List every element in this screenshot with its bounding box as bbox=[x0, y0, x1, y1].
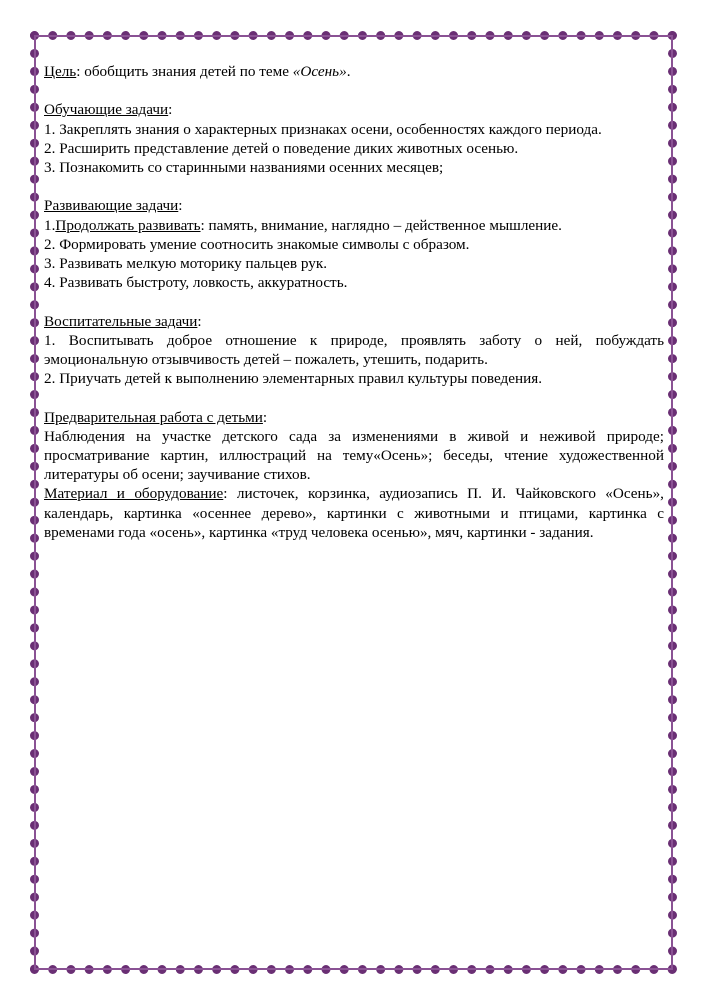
materials-heading-colon: : bbox=[223, 485, 228, 503]
developing-heading bbox=[44, 196, 664, 215]
preliminary-heading bbox=[44, 408, 664, 427]
developing-item: 2. Формировать умение соотносить знакомые символы с образом. bbox=[44, 235, 470, 253]
developing-item: 3. Развивать мелкую моторику пальцев рук. bbox=[44, 255, 327, 272]
developing-heading-text: Развивающие задачи bbox=[44, 197, 179, 215]
goal-label: Цель bbox=[44, 63, 77, 80]
materials-text: листочек, корзинка, аудиозапись П. И. Чайковского «Осень», календарь, картинка «осеннее дерево», картинки с животными и птицами, картинка с временами года «осень», картинка «труд человека осенью», мяч, картинки - задания. bbox=[44, 485, 664, 541]
upbringing-item: 1. Воспитывать доброе отношение к природе, проявлять заботу о ней, побуждать эмоциональную отзывчивость детей – пожалеть, утешить, подарить. bbox=[44, 331, 664, 368]
preliminary-text: Наблюдения на участке детского сада за изменениями в живой и неживой природе; просматривание картин, иллюстраций на тему«Осень»; беседы, чтение художественной литературы об осени; заучивание стихов. bbox=[44, 427, 664, 484]
goal-text: : обобщить знания детей по теме bbox=[76, 63, 293, 80]
materials-paragraph bbox=[44, 484, 664, 542]
teaching-heading-colon: : bbox=[168, 101, 173, 119]
teaching-heading-text: Обучающие задачи bbox=[44, 101, 169, 119]
developing-heading-colon: : bbox=[178, 197, 183, 215]
developing-item-text: : память, внимание, наглядно – действенное мышление. bbox=[200, 216, 562, 234]
goal-period: . bbox=[346, 63, 351, 80]
upbringing-item: 2. Приучать детей к выполнению элементарных правил культуры поведения. bbox=[44, 370, 543, 388]
teaching-item: 3. Познакомить со старинными названиями осенних месяцев; bbox=[44, 159, 444, 176]
developing-item: 4. Развивать быстроту, ловкость, аккуратность. bbox=[44, 274, 348, 292]
goal-line bbox=[44, 62, 664, 81]
developing-item bbox=[44, 216, 664, 235]
upbringing-heading-text: Воспитательные задачи bbox=[44, 312, 198, 330]
preliminary-heading-colon: : bbox=[262, 408, 268, 426]
goal-topic: «Осень» bbox=[292, 63, 347, 80]
upbringing-heading-colon: : bbox=[197, 312, 202, 330]
upbringing-heading bbox=[44, 312, 664, 331]
document-body bbox=[44, 62, 664, 542]
teaching-heading bbox=[44, 100, 664, 119]
teaching-item: 2. Расширить представление детей о поведение диких животных осенью. bbox=[44, 139, 519, 157]
developing-item-underlined: Продолжать развивать bbox=[55, 216, 201, 234]
materials-heading-text: Материал и оборудование bbox=[44, 485, 224, 503]
developing-item-number: 1. bbox=[44, 216, 56, 234]
teaching-item: 1. Закреплять знания о характерных признаках осени, особенностях каждого периода. bbox=[44, 120, 602, 138]
preliminary-heading-text: Предварительная работа с детьми bbox=[44, 408, 263, 426]
